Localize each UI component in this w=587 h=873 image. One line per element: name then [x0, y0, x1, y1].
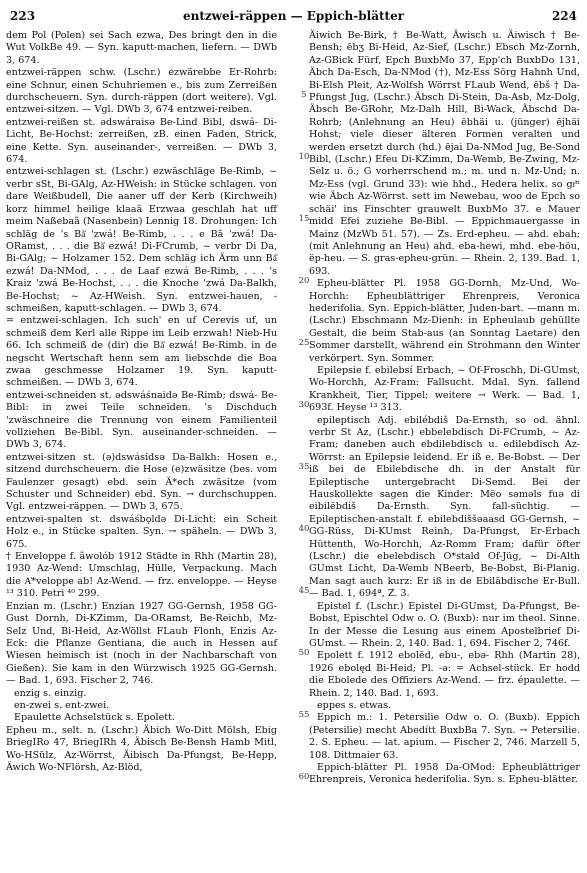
dictionary-entry: entzwei-schlagen st. (Lschr.) ezwäschläge Be-Rimb, ~ verbr sSt, Bi-GAlg, Az-HWeish: in Stücke schlagen. von dare Weißbudell, Die aaner uff der Kerb (Kirchweih) korz himmel heilige klaaã Erzwaa geschlah hat uff meim Naßebaã (Nasenbein) Lennig 18. Drohungen: Ich schläg de 's Bã᷾ 'zwá! Be-Rimb, . . . e Bã 'zwá! Da-ORamst, . . . die Bã᷾ ezwá! Di-FCrumb, ~ verbr Di Da, Bi-GAlg; ~ Holzamer 152. Dem schläg ich Ärm unn Bã᷾ ezwá! Da-NMod, . . . de Laaf ezwá Be-Rimb, . . . 's Kraiz 'zwá Be-Hochst, . . . die Knoche 'zwá Da-Balkh, Be-Hochst; ~ Az-HWeish. Syn. entzwei-hauen, -schmeißen, kaputt-schlagen. — DWb 3, 674.: [6, 166, 277, 314]
line-number: 50: [298, 648, 310, 658]
dictionary-entry: Eppich-blätter Pl. 1958 Da-OMod: Epheublättriger Ehrenpreis, Veronica hederifolia. Syn. s. Epheu-blätter.: [309, 761, 580, 786]
line-number: 30: [298, 400, 310, 410]
dictionary-entry: enzig s. einzig.: [14, 687, 87, 699]
dictionary-entry: entzwei-schneiden st. ədswáśnaidə Be-Rimb; dswá- Be-Bibl: in zwei Teile schneiden. 's Dischduch 'zwäschneire die Trennung von einem Familienteil vollziehen Be-Bibl. Syn. auseinander-schneiden. — DWb 3, 674.: [6, 389, 277, 451]
dictionary-entry: = entzwei-schlagen. Ich such' en uf Cerevis uf, un schmeiß dem Kerl alle Rippe im Leib erzwah! Nieb-Hu 66. Ich schmeiß de (dir) die Bã᷾ ezwá! Be-Rimb. in de negscht Wertschaft henn sem am liebschde die Boa zwaa geschmesse Holzamer 19. Syn. kaputt-schmeißen. — DWb 3, 674.: [6, 315, 277, 389]
dictionary-entry: entzwei-sitzen st. (ə)dswásidsə Da-Balkh: Hosen e., sitzend durchscheuern. die Hose (e)zwäsitze (bes. vom Faulenzer gesagt) ebd. sein Ä*ech zwäsitze (vom Schuster und Schneider) ebd. Syn. → durchschuppen. Vgl. entzwei-räppen. — DWb 3, 675.: [6, 451, 277, 513]
line-number: 15: [298, 214, 310, 224]
dictionary-entry: Epaulette Achselstück s. Epolett.: [14, 712, 176, 724]
dictionary-entry: entzwei-räppen schw. (Lschr.) ezwärebbe Er-Rohrb: eine Schnur, einen Schuhriemen e., bis zum Zerreißen durchscheuern. Syn. durch-räppen (dort weitere). Vgl. entzwei-sitzen. — Vgl. DWb 3, 674 entzwei-reiben.: [6, 67, 277, 116]
running-title: entzwei-räppen — Eppich-blätter: [182, 9, 405, 23]
line-number: 60: [298, 772, 310, 782]
dictionary-entry: Epistel f. (Lschr.) Epistel Di-GUmst, Da-Pfungst, Be-Bobst, Epischtel Odw o. O. (Buxb): nur im theol. Sinne. In der Messe die Lesung aus einem Apostelbrief Di-GUmst. — Rhein. 2, 140. Bad. 1, 694. Fischer 2, 746f.: [309, 600, 580, 649]
dictionary-entry: Epheu m., selt. n. (Lschr.) Äbich Wo-Ditt Mölsh, Ebig BriegIRo 47, BriegIRh 4, Äbisch Be-Bensh Hamb Mitl, Wo-HSülz, Az-Wörrst, Äibisch Da-Pfungst, Be-Hepp, Äwich Wo-NFlörsh, Az-Blöd,: [6, 724, 277, 773]
dictionary-entry: en-zwei s. ent-zwei.: [14, 699, 110, 711]
right-column: [309, 30, 580, 787]
page-header: [10, 6, 577, 26]
dictionary-entry: Epheu-blätter Pl. 1958 GG-Dornh, Mz-Und, Wo-Horchh: Epheublättriger Ehrenpreis, Veronica hederifolia. Syn. Eppich-blätter, Juden-bart. —mann m. (Lschr.) Ebschmann Mz-Dienh: in Epheulaub gehüllte Gestalt, die beim Stab-aus (an Sonntag Laetare) den Sommer darstellt, während ein Strohmann den Winter verkörpert. Syn. Sommer.: [309, 278, 580, 364]
line-number: 20: [298, 276, 310, 286]
line-number: 25: [298, 338, 310, 348]
dictionary-entry: Äiwich Be-Birk, † Be-Watt, Äwisch u. Äiwisch † Be-Bensh; ēbʒ Bi-Heid, Az-Sief, (Lschr.) Ebsch Mz-Zornh, Az-GBick Fürf, Epch BuxbMo 37, Epp'ch BuxbDo 131, Äbch Da-Esch, Da-NMod (†), Mz-Ess Sörg Hahnh Und, Bi-Elsh Pleit, Az-Wolfsh Wörrst FLaub Wend, ēbš † Da-Pfungst Jug, (Lschr.) Äbsch Di-Stein, Da-Asb, Mz-Dolg, Äbsch Be-GRohr, Mz-Dalh Hill, Bi-Wack, Äbschd Da-Rohrb; (Anlehnung an Heu) ēbhäi u. (jünger) ējhäi Hohst; viele dieser älteren Formen veralten und werden ersetzt durch (hd.) ējai Da-NMod Jug, Be-Sond Bibl, (Lschr.) Efeu Di-KZimm, Da-Wemb, Be-Zwing, Mz-Selz u. ö.; G vorherrschend m.; m. und n. Mz-Und; n. Mz-Ess (vgl. Grund 33): wie hhd., Hedera helix. so gr᷾ⁿ wie Äbch Az-Wörrst. sett im Newebau, woo de Epch so schäi' ins Finschter grauwelt BuxbMo 37. e Mauer midd Efei zuziehe Be-Bibl. — Eppichmauergasse in Mainz (MzWb 51. 57). — Zs. Erd-epheu. — ahd. ebah; (mit Anlehnung an Heu) ahd. eba-hewi, mhd. ebe-höu, ëp-heu. — S. gras-epheu-grün. — Rhein. 2, 139. Bad. 1, 693.: [309, 30, 580, 277]
line-number: 55: [298, 710, 310, 720]
dictionary-entry: epileptisch Adj. ebilébdiš Da-Ernsth, so od. ähnl. verbr St Az, (Lschr.) ebbelebdisch Di-FCrumb, ~ Az-Fram; daneben auch ebdilebdisch u. edilebdisch Az-Wörrst: an Epilepsie leidend. Er iß e. Be-Bobst. — Der iß bei de Ebilebdische dh. in der Anstalt für Epileptische untergebracht Di-Semd. Bei der Hauskollekte sagen die Kinder: Mēo səməls fuə di eibilēbdiš Da-Ernsth. Syn. fall-süchtig. — Epileptischen-anstalt f. ebilebdiššəaasd GG-Gernsh, ~ GG-Rüss, Di-KUmst Reinh, Da-Pfungst, Er-Erbach Hüttenth, Wo-Horchh, Az-Romm Fram; dafür öfter (Lschr.) die ebelebdisch O*stald Of-Jüg, ~ Di-Alth GUmst Licht, Da-Wemb NBeerb, Be-Bobst, Bi-Planig. Man sagt auch kurz: Er iß in de Ebilābdische Er-Bull. — Bad. 1, 694ª, Z. 3.: [309, 414, 580, 600]
dictionary-entry: Enzian m. (Lschr.) Enzian 1927 GG-Gernsh, 1958 GG-Gust Dornh, Di-KZimm, Da-ORamst, Be-Reichb, Mz-Selz Und, Bi-Heid, Az-Wöllst FLaub Flonh, Enzis Az-Eck: die Pflanze Gentiana, die auch in Hessen auf Wiesen heimisch ist (noch in der Nachbarschaft von Gießen). Sie kam in den Würzwisch 1925 GG-Gernsh. — Bad. 1, 693. Fischer 2, 746.: [6, 600, 277, 687]
dictionary-entry: Epolett f. 1912 ebolēd, ebu-, ebə- Rhh (Martin 28), 1926 ebolęd Bi-Heid; Pl. -ə: = Achsel-stück. Er hodd die Ebolede des Offiziers Az-Wend. — frz. épaulette. — Rhein. 2, 140. Bad. 1, 693.: [309, 650, 580, 699]
dictionary-entry: entzwei-reißen st. ədswáraisə Be-Lind Bibl, dswá- Di-Licht, Be-Hochst: zerreißen, zB. einen Faden, Strick, eine Kette. Syn. auseinander-, verreißen. — DWb 3, 674.: [6, 116, 277, 166]
line-number: 35: [298, 462, 310, 472]
right-page-number: 224: [551, 9, 577, 23]
line-number: 40: [298, 524, 310, 534]
dictionary-entry: eppes s. etwas.: [317, 699, 392, 711]
dictionary-entry: † Enveloppe f. ãwolób 1912 Städte in Rhh (Martin 28), 1930 Az-Wend: Umschlag, Hülle, Verpackung. Mach die A᷾*veloppe ab! Az-Wend. — frz. enveloppe. — Heyse ¹³ 310. Petri ⁴⁰ 299.: [6, 551, 277, 600]
left-page-number: 223: [10, 9, 36, 23]
line-number: 45: [298, 586, 310, 596]
left-column: [6, 30, 277, 774]
dictionary-entry: dem Pol (Polen) sei Sach ezwa, Des bringt den in die Wut VolkBe 49. — Syn. kaputt-machen, liefern. — DWb 3, 674.: [6, 30, 277, 66]
dictionary-entry: Eppich m.: 1. Petersilie Odw o. O. (Buxb). Eppich (Petersilie) mecht Abedítt BuxbBa 7. Syn. → Petersilie. 2. S. Epheu. — lat. apium. — Fischer 2, 746. Marzell 5, 108. Dittmaier 63.: [309, 712, 580, 761]
line-number: 5: [301, 90, 307, 100]
line-number: 10: [298, 152, 310, 162]
dictionary-entry: Epilepsie f. ebilebsí Erbach, ~ Of-Froschh, Di-GUmst, Wo-Horchh, Az-Fram: Fallsucht. Mdal. Syn. fallend Krankheit, Tier, Tippel; weitere → Werk. — Bad. 1, 693f. Heyse ¹³ 313.: [309, 364, 580, 414]
dictionary-entry: entzwei-spalten st. dswáśbǫldə Di-Licht: ein Scheit Holz e., in Stücke spalten. Syn. → späheln. — DWb 3, 675.: [6, 513, 277, 550]
